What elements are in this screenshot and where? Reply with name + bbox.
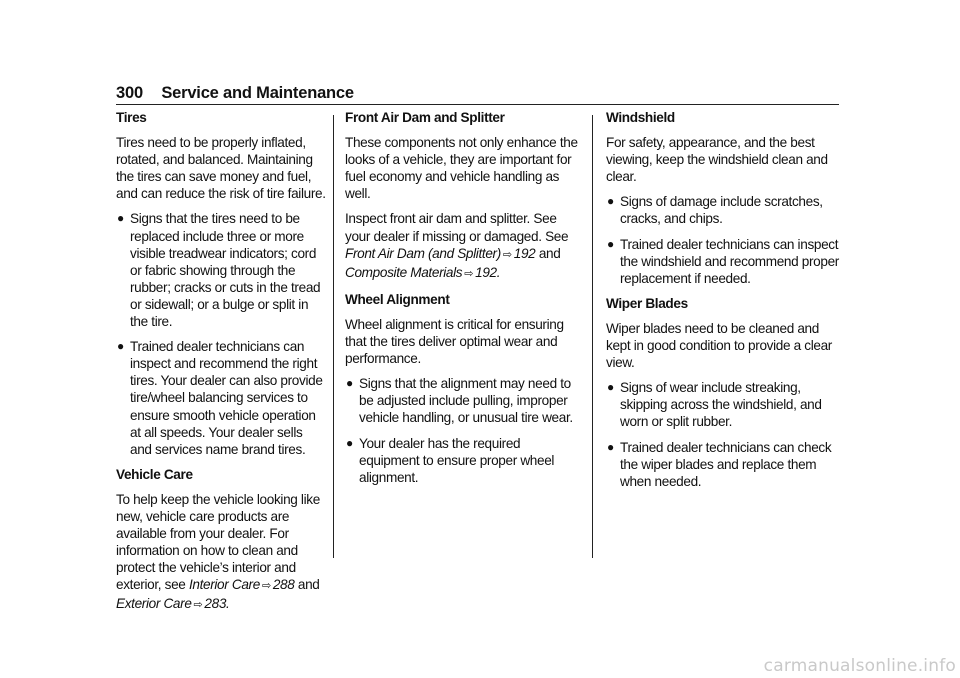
- page-header: [116, 84, 354, 103]
- air-dam-text-2: Inspect front air dam and splitter. See your dealer if missing or damaged. See Front Air Dam (and Splitter) ⇨ 192 and Composite Materials ⇨ 192.: [345, 211, 569, 280]
- wiper-bullet-list: [606, 379, 842, 490]
- ref-link-interior-care[interactable]: Interior Care ⇨ 288: [188, 577, 295, 593]
- column-divider-1: [333, 115, 334, 558]
- ref-link-exterior-care[interactable]: Exterior Care ⇨ 283.: [116, 596, 230, 612]
- header-rule: [116, 104, 839, 105]
- page-ref-arrow-icon: ⇨: [261, 580, 271, 593]
- column-1: [116, 109, 326, 623]
- bullet-icon: ●: [117, 211, 124, 226]
- column-divider-2: [592, 115, 593, 558]
- wiper-blades-heading: Wiper Blades: [606, 295, 688, 311]
- vehicle-care-heading: Vehicle Care: [116, 466, 193, 482]
- list-item: ● Trained dealer technicians can check the wiper blades and replace them when needed.: [607, 439, 832, 489]
- bullet-icon: ●: [346, 376, 353, 391]
- list-item: ● Signs that the tires need to be replaced include three or more visible treadwear indicators; cord or fabric showing through the rubber; cracks or cuts in the tread or sidewall; or a bulge or split in the tire.: [117, 211, 321, 330]
- ref-link-composite-materials[interactable]: Composite Materials ⇨ 192.: [345, 264, 501, 280]
- page-number: 300: [116, 84, 143, 102]
- section-title: Service and Maintenance: [161, 84, 354, 102]
- wheel-alignment-heading: Wheel Alignment: [345, 291, 450, 307]
- page-ref-arrow-icon: ⇨: [464, 267, 474, 280]
- wiper-blades-text: Wiper blades need to be cleaned and kept in good condition to provide a clear view.: [606, 320, 832, 371]
- windshield-text: For safety, appearance, and the best viewing, keep the windshield clean and clear.: [606, 135, 828, 185]
- bullet-icon: ●: [607, 380, 614, 395]
- tires-heading: Tires: [116, 110, 147, 125]
- bullet-icon: ●: [607, 439, 614, 454]
- tires-bullet-list: [116, 210, 326, 457]
- alignment-bullet-list: [345, 375, 581, 486]
- list-item: ● Signs of wear include streaking, skipping across the windshield, and worn or split rubber.: [607, 380, 822, 430]
- tires-intro: Tires need to be properly inflated, rotated, and balanced. Maintaining the tires can save money and fuel, and can reduce the risk of tire failure.: [116, 135, 326, 202]
- list-item: ● Signs of damage include scratches, cracks, and chips.: [607, 194, 823, 227]
- page-ref-arrow-icon: ⇨: [502, 248, 512, 261]
- ref-link-front-air-dam[interactable]: Front Air Dam (and Splitter) ⇨ 192: [345, 245, 536, 261]
- list-item: ● Signs that the alignment may need to be adjusted include pulling, improper vehicle handling, or unusual tire wear.: [346, 376, 573, 426]
- column-3: [606, 109, 842, 498]
- bullet-icon: ●: [607, 194, 614, 209]
- vehicle-care-text: To help keep the vehicle looking like new, vehicle care products are available from your dealer. For information on how to clean and protect the vehicle’s interior and exterior, see Interior Care ⇨ 288 and Exterior Care ⇨ 283.: [116, 491, 320, 612]
- watermark: carmanualsonline.info: [763, 656, 956, 676]
- list-item: ● Your dealer has the required equipment to ensure proper wheel alignment.: [346, 435, 555, 485]
- bullet-icon: ●: [607, 236, 614, 251]
- column-2: [345, 109, 581, 494]
- wheel-alignment-text: Wheel alignment is critical for ensuring that the tires deliver optimal wear and performance.: [345, 316, 564, 367]
- list-item: ● Trained dealer technicians can inspect and recommend the right tires. Your dealer can also provide tire/wheel balancing services to ensure smooth vehicle operation at all speeds. Your dealer sells and services name brand tires.: [117, 339, 323, 457]
- list-item: ● Trained dealer technicians can inspect the windshield and recommend proper replacement if needed.: [607, 236, 839, 286]
- windshield-heading: Windshield: [606, 110, 675, 125]
- windshield-bullet-list: [606, 193, 842, 286]
- air-dam-text-1: These components not only enhance the looks of a vehicle, they are important for fuel economy and vehicle handling as well.: [345, 135, 578, 202]
- bullet-icon: ●: [117, 339, 124, 354]
- bullet-icon: ●: [346, 435, 353, 450]
- page-ref-arrow-icon: ⇨: [193, 599, 203, 612]
- air-dam-heading: Front Air Dam and Splitter: [345, 110, 505, 125]
